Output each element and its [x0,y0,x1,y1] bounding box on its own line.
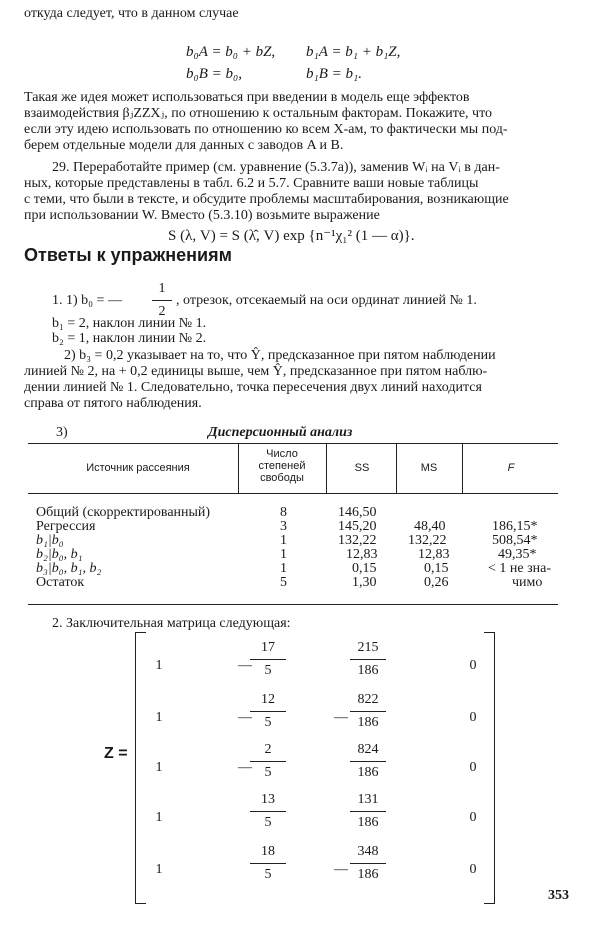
fraction-denominator: 5 [264,867,272,882]
fraction-bar [250,659,286,660]
answer-2-line: справа от пятого наблюдения. [24,396,202,411]
matrix-intro: 2. Заключительная матрица следующая: [52,616,291,631]
equation-b0B: b₀B = b₀, [186,66,242,82]
fraction-bar [250,711,286,712]
answer-2-line: линией № 2, на + 0,2 единицы выше, чем Ŷ, предсказанное при пятом наблю- [24,364,488,379]
table-caption: Дисперсионный анализ [208,425,353,440]
page-number: 353 [548,888,569,903]
matrix-fraction-col2 [248,640,288,679]
table-header-ms: MS [420,462,438,474]
matrix-minus-sign: — [238,760,252,775]
fraction-numerator: 17 [261,640,275,655]
fraction-bar [350,761,386,762]
table-cell-ss: 146,50 [338,505,377,520]
exercise-29-line: при использовании W. Вместо (5.3.10) возьмите выражение [24,208,380,223]
table-cell-f: 508,54* [492,533,538,548]
fraction-bar [350,711,386,712]
table-cell-source: b₂|b₀, b₁ [36,547,83,562]
fraction-one-half [150,281,174,320]
table-divider [462,443,463,493]
fraction-denominator: 5 [264,815,272,830]
table-bottom-rule [28,604,558,605]
table-cell-df: 5 [280,575,287,590]
fraction-denominator: 186 [357,715,379,730]
table-divider [396,443,397,493]
paragraph-line: Такая же идея может использоваться при введении в модель еще эффектов [24,90,470,105]
matrix-fraction-col3 [348,692,388,731]
fraction-numerator: 348 [357,844,379,859]
table-header-ss: SS [354,462,370,474]
table-cell-f: < 1 не зна- [488,561,551,576]
answer-2-line: 2) b₃ = 0,2 указывает на то, что Ŷ, предсказанное при пятом наблюдении [64,348,496,363]
answer-1-b1: b₁ = 2, наклон линии № 1. [52,316,207,331]
table-number: 3) [56,425,68,440]
table-cell-ss: 1,30 [352,575,377,590]
paragraph-line: если эту идею использовать по отношению ко всем X-ам, то фактически мы под- [24,122,508,137]
table-cell-ms: 0,15 [424,561,449,576]
matrix-minus-sign: — [334,862,348,877]
matrix-fraction-col2 [248,792,288,831]
table-header-source: Источник рассеяния [86,462,190,474]
fraction-denominator: 5 [264,715,272,730]
matrix-minus-sign: — [238,658,252,673]
answer-1-b2: b₂ = 1, наклон линии № 2. [52,331,207,346]
table-cell-ms: 48,40 [414,519,446,534]
paragraph-line: берем отдельные модели для данных с заводов A и B. [24,138,344,153]
table-cell-ms: 12,83 [418,547,450,562]
matrix-cell-col1: 1 [155,710,163,725]
table-header-f: F [507,462,515,474]
fraction-denominator: 186 [357,867,379,882]
matrix-cell-col1: 1 [155,810,163,825]
table-cell-f: 186,15* [492,519,538,534]
section-title: Ответы к упражнениям [24,245,232,265]
table-cell-df: 8 [280,505,287,520]
table-cell-df: 3 [280,519,287,534]
fraction-denominator: 5 [264,663,272,678]
matrix-fraction-col2 [248,742,288,781]
matrix-fraction-col2 [248,844,288,883]
equation-b1A: b₁A = b₁ + b₁Z, [306,44,401,60]
paragraph-line: взаимодействия βⱼZZXⱼ, по отношению к остальным факторам. Покажите, что [24,106,493,121]
table-cell-f: 49,35* [498,547,537,562]
matrix-cell-col4: 0 [469,760,477,775]
matrix-cell-col4: 0 [469,810,477,825]
fraction-bar [152,300,172,301]
table-cell-ss: 145,20 [338,519,377,534]
matrix-fraction-col3 [348,640,388,679]
matrix-minus-sign: — [334,710,348,725]
formula-S-lambda: S (λ, V) = S (λ̂, V) exp {n⁻¹χ₁² (1 — α)}. [168,228,415,244]
table-cell-df: 1 [280,547,287,562]
exercise-29-line: ных, которые представлены в табл. 6.2 и 5.7. Сравните ваши новые таблицы [24,176,479,191]
fraction-numerator: 18 [261,844,275,859]
answer-1-b0-description: , отрезок, отсекаемый на оси ординат линией № 1. [176,293,477,308]
fraction-numerator: 2 [264,742,272,757]
fraction-numerator: 1 [158,281,166,296]
matrix-cell-col4: 0 [469,862,477,877]
fraction-numerator: 215 [357,640,379,655]
table-cell-source: Регрессия [36,519,96,534]
fraction-denominator: 5 [264,765,272,780]
equation-b0A: b₀A = b₀ + bZ, [186,44,276,60]
fraction-bar [250,863,286,864]
answer-2-line: дении линией № 1. Следовательно, точка пересечения двух линий находится [24,380,482,395]
fraction-numerator: 824 [357,742,379,757]
exercise-29-line: 29. Переработайте пример (см. уравнение (5.3.7а)), заменив Wᵢ на Vᵢ в дан- [52,160,500,175]
table-header-df: Число степеней свободы [258,448,306,484]
matrix-fraction-col2 [248,692,288,731]
table-header-rule [28,493,558,494]
matrix-fraction-col3 [348,844,388,883]
table-cell-f: чимо [512,575,543,590]
fraction-numerator: 13 [261,792,275,807]
fraction-denominator: 186 [357,663,379,678]
matrix-cell-col1: 1 [155,862,163,877]
intro-line: откуда следует, что в данном случае [24,6,239,21]
table-cell-df: 1 [280,561,287,576]
matrix-cell-col1: 1 [155,658,163,673]
equation-b1B: b₁B = b₁. [306,66,362,82]
fraction-denominator: 186 [357,765,379,780]
fraction-denominator: 2 [158,304,166,319]
fraction-numerator: 822 [357,692,379,707]
exercise-29-line: с теми, что были в тексте, и обсудите проблемы масштабирования, возникающие [24,192,509,207]
fraction-bar [350,811,386,812]
table-divider [238,443,239,493]
table-cell-df: 1 [280,533,287,548]
table-cell-ms: 0,26 [424,575,449,590]
fraction-numerator: 12 [261,692,275,707]
matrix-fraction-col3 [348,742,388,781]
table-top-rule [28,443,558,444]
table-cell-ss: 12,83 [346,547,378,562]
table-cell-ms: 132,22 [408,533,447,548]
table-cell-ss: 132,22 [338,533,377,548]
fraction-denominator: 186 [357,815,379,830]
fraction-bar [250,761,286,762]
fraction-bar [350,863,386,864]
answer-1-b0: 1. 1) b₀ = — [52,293,122,308]
table-cell-source: Остаток [36,575,85,590]
matrix-cell-col4: 0 [469,658,477,673]
fraction-numerator: 131 [357,792,379,807]
table-divider [326,443,327,493]
fraction-bar [250,811,286,812]
matrix-fraction-col3 [348,792,388,831]
fraction-bar [350,659,386,660]
table-cell-source: b₁|b₀ [36,533,64,548]
matrix-cell-col1: 1 [155,760,163,775]
matrix-cell-col4: 0 [469,710,477,725]
matrix-label: Z = [104,745,128,762]
table-cell-source: b₃|b₀, b₁, b₂ [36,561,102,576]
matrix-minus-sign: — [238,710,252,725]
table-cell-source: Общий (скорректированный) [36,505,211,520]
table-cell-ss: 0,15 [352,561,377,576]
